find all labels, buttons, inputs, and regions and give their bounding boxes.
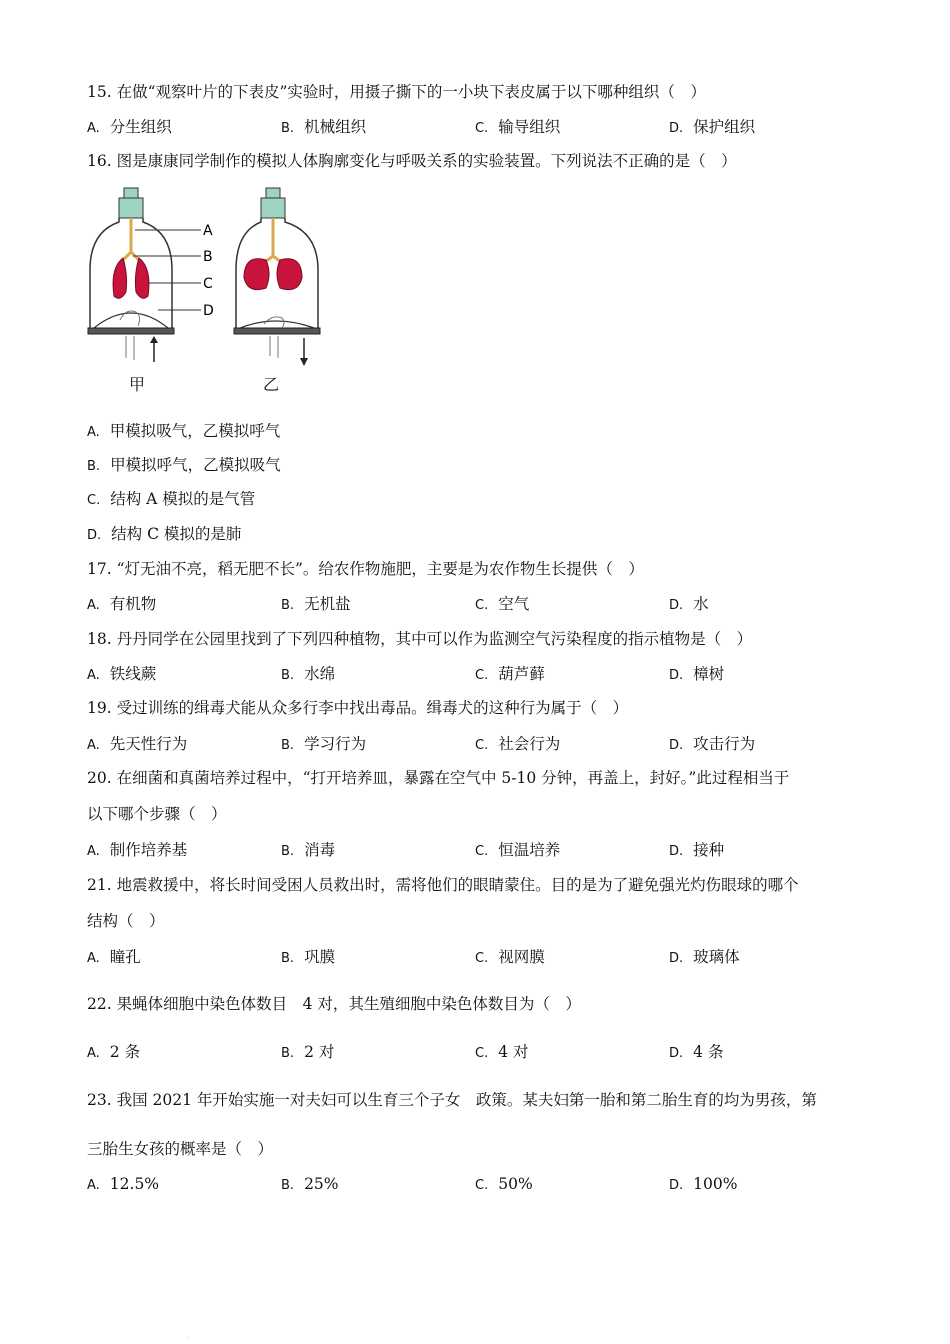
q18-option-d[interactable]	[669, 664, 724, 686]
q19-option-b[interactable]	[281, 734, 366, 756]
question-20-stem: 20. 在细菌和真菌培养过程中，“打开培养皿，暴露在空气中 5-10 分钟，再盖上，封好。”此过程相当于	[87, 769, 790, 787]
q15-option-d[interactable]	[669, 117, 755, 139]
question-18-stem: 18. 丹丹同学在公园里找到了下列四种植物，其中可以作为监测空气污染程度的指示植物是（ ）	[87, 630, 753, 648]
option-letter: B.	[281, 668, 295, 683]
option-text: 分生组织	[109, 118, 172, 136]
option-letter: B.	[281, 1178, 295, 1193]
label-c: C	[203, 276, 213, 292]
option-letter: C.	[475, 1178, 489, 1193]
caption-jia: 甲	[129, 375, 146, 394]
lung-right-yi	[277, 259, 302, 290]
option-text: 瞳孔	[109, 948, 141, 966]
option-letter: C.	[475, 738, 489, 753]
option-letter: D.	[87, 528, 102, 543]
option-letter: D.	[669, 844, 684, 859]
q22-option-b[interactable]	[281, 1042, 334, 1064]
q21-option-d[interactable]	[669, 947, 740, 969]
option-letter: C.	[475, 668, 489, 683]
q16-option-a[interactable]	[87, 421, 280, 443]
q18-option-b[interactable]	[281, 664, 335, 686]
q19-option-d[interactable]	[669, 734, 755, 756]
q17-option-d[interactable]	[669, 594, 709, 616]
q20-option-b[interactable]	[281, 840, 335, 862]
label-a: A	[203, 223, 213, 239]
option-text: 恒温培养	[498, 841, 561, 859]
q23-option-b[interactable]	[281, 1174, 339, 1196]
option-letter: B.	[281, 1046, 295, 1061]
option-letter: A.	[87, 425, 100, 440]
q16-option-d[interactable]	[87, 524, 241, 546]
jar-jia	[88, 188, 214, 362]
option-letter: B.	[281, 121, 295, 136]
jar-yi	[234, 188, 320, 366]
option-text: 2 对	[304, 1043, 335, 1061]
option-text: 社会行为	[498, 735, 561, 753]
option-text: 葫芦藓	[498, 665, 545, 683]
option-letter: D.	[669, 951, 684, 966]
q20-option-a[interactable]	[87, 840, 187, 862]
option-letter: A.	[87, 1178, 100, 1193]
q22-option-c[interactable]	[475, 1042, 529, 1064]
option-text: 巩膜	[304, 948, 336, 966]
option-text: 制作培养基	[109, 841, 188, 859]
label-b: B	[203, 249, 213, 265]
question-22-stem: 22. 果蝇体细胞中染色体数目 4 对，其生殖细胞中染色体数目为（ ）	[87, 995, 581, 1013]
option-letter: D.	[669, 668, 684, 683]
option-letter: D.	[669, 1046, 684, 1061]
option-text: 12.5%	[109, 1175, 160, 1193]
option-letter: C.	[87, 493, 101, 508]
option-text: 结构 C 模拟的是肺	[111, 525, 242, 543]
option-text: 保护组织	[693, 118, 756, 136]
option-letter: C.	[475, 598, 489, 613]
option-text: 结构 A 模拟的是气管	[110, 490, 256, 508]
q21-option-a[interactable]	[87, 947, 141, 969]
option-text: 玻璃体	[693, 948, 740, 966]
q20-option-d[interactable]	[669, 840, 724, 862]
question-23-stem-cont: 三胎生女孩的概率是（ ）	[87, 1140, 274, 1158]
question-21-stem-cont: 结构（ ）	[87, 912, 165, 930]
option-text: 2 条	[109, 1043, 141, 1061]
question-23-stem: 23. 我国 2021 年开始实施一对夫妇可以生育三个子女 政策。某夫妇第一胎和第二胎生育的均为男孩，第	[87, 1091, 817, 1109]
option-letter: C.	[475, 844, 489, 859]
option-text: 水绵	[304, 665, 336, 683]
question-21-stem: 21. 地震救援中，将长时间受困人员救出时，需将他们的眼睛蒙住。目的是为了避免强光灼伤眼球的哪个	[87, 876, 799, 894]
option-text: 100%	[693, 1175, 738, 1193]
question-17-stem: 17. “灯无油不亮，稻无肥不长”。给农作物施肥，主要是为农作物生长提供（ ）	[87, 560, 644, 578]
option-letter: A.	[87, 844, 100, 859]
option-text: 先天性行为	[109, 735, 188, 753]
q23-option-d[interactable]	[669, 1174, 737, 1196]
question-19-stem: 19. 受过训练的缉毒犬能从众多行李中找出毒品。缉毒犬的这种行为属于（ ）	[87, 699, 629, 717]
option-letter: A.	[87, 598, 100, 613]
q22-option-a[interactable]	[87, 1042, 140, 1064]
option-letter: A.	[87, 668, 100, 683]
lung-left-yi	[244, 259, 269, 290]
option-text: 铁线蕨	[109, 665, 157, 683]
q21-option-c[interactable]	[475, 947, 545, 969]
bell-jar-figure	[86, 180, 326, 395]
option-text: 接种	[693, 841, 725, 859]
q23-option-c[interactable]	[475, 1174, 533, 1196]
option-text: 甲模拟呼气，乙模拟吸气	[110, 456, 281, 474]
option-letter: C.	[475, 121, 489, 136]
option-letter: B.	[281, 738, 295, 753]
q17-option-a[interactable]	[87, 594, 156, 616]
question-16-stem: 16. 图是康康同学制作的模拟人体胸廓变化与呼吸关系的实验装置。下列说法不正确的是（ ）	[87, 152, 737, 170]
option-text: 4 条	[693, 1043, 724, 1061]
q15-option-b[interactable]	[281, 117, 366, 139]
option-text: 视网膜	[498, 948, 545, 966]
q16-option-c[interactable]	[87, 489, 255, 511]
question-20-stem-cont: 以下哪个步骤（ ）	[87, 805, 227, 823]
question-15-stem: 15. 在做“观察叶片的下表皮”实验时，用摄子撕下的一小块下表皮属于以下哪种组织（ ）	[87, 83, 706, 101]
lung-right-jia	[135, 258, 149, 298]
option-text: 空气	[498, 595, 530, 613]
option-text: 无机盐	[304, 595, 351, 613]
q15-option-c[interactable]	[475, 117, 560, 139]
option-letter: A.	[87, 951, 100, 966]
option-letter: B.	[281, 951, 295, 966]
option-text: 学习行为	[304, 735, 367, 753]
q18-option-a[interactable]	[87, 664, 156, 686]
option-text: 50%	[498, 1175, 533, 1193]
q20-option-c[interactable]	[475, 840, 560, 862]
option-letter: D.	[669, 738, 684, 753]
q18-option-c[interactable]	[475, 664, 545, 686]
q16-option-b[interactable]	[87, 455, 281, 477]
option-text: 攻击行为	[693, 735, 756, 753]
page-speck: .	[188, 1333, 190, 1340]
q21-option-b[interactable]	[281, 947, 335, 969]
option-letter: D.	[669, 121, 684, 136]
bell-jar-diagram	[86, 180, 326, 395]
option-letter: B.	[87, 459, 101, 474]
option-text: 4 对	[498, 1043, 529, 1061]
option-text: 樟树	[693, 665, 725, 683]
option-letter: D.	[669, 1178, 684, 1193]
option-letter: C.	[475, 951, 489, 966]
option-letter: B.	[281, 598, 295, 613]
option-text: 输导组织	[498, 118, 561, 136]
q17-option-b[interactable]	[281, 594, 351, 616]
option-letter: D.	[669, 598, 684, 613]
q17-option-c[interactable]	[475, 594, 529, 616]
option-text: 水	[693, 595, 709, 613]
q19-option-a[interactable]	[87, 734, 187, 756]
q19-option-c[interactable]	[475, 734, 560, 756]
option-text: 25%	[304, 1175, 339, 1193]
lung-left-jia	[113, 258, 127, 298]
q23-option-a[interactable]	[87, 1174, 159, 1196]
q22-option-d[interactable]	[669, 1042, 723, 1064]
option-text: 机械组织	[304, 118, 367, 136]
option-text: 甲模拟吸气，乙模拟呼气	[109, 422, 281, 440]
option-letter: C.	[475, 1046, 489, 1061]
option-letter: A.	[87, 1046, 100, 1061]
option-text: 有机物	[109, 595, 157, 613]
label-d: D	[203, 303, 214, 319]
option-text: 消毒	[304, 841, 336, 859]
option-letter: A.	[87, 738, 100, 753]
option-letter: B.	[281, 844, 295, 859]
option-letter: A.	[87, 121, 100, 136]
caption-yi: 乙	[263, 375, 280, 394]
q15-option-a[interactable]	[87, 117, 172, 139]
